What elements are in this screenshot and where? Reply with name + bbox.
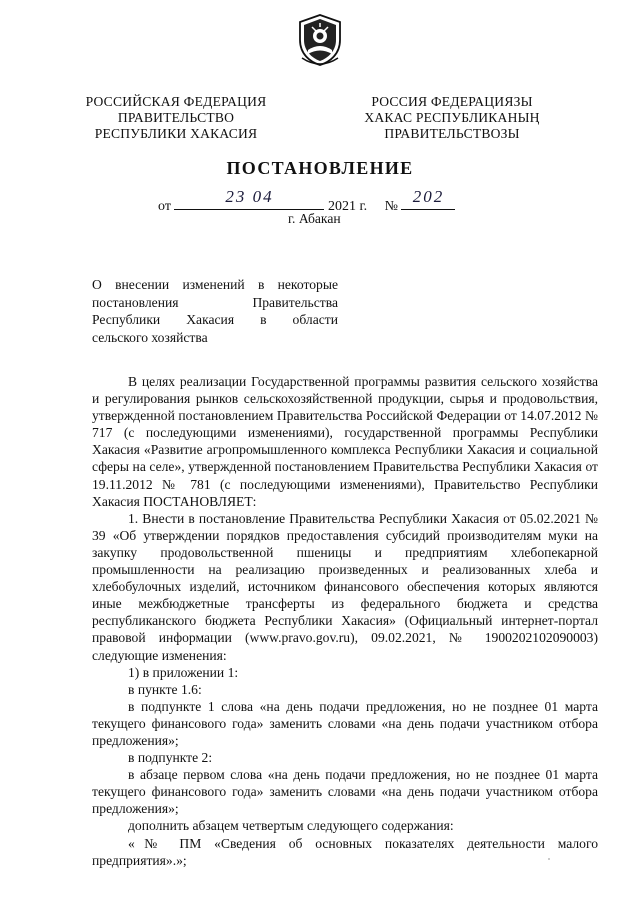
handwritten-number: 202 (412, 187, 445, 206)
subject-line: О внесении изменений в некоторые (92, 277, 338, 292)
body-paragraph: в абзаце первом слова «на день подачи предложения, но не позднее 01 марта текущего финансового года» заменить словами «на день подачи участником отбора предложения»; (92, 767, 598, 817)
scan-speck (548, 858, 550, 860)
body-paragraph: В целях реализации Государственной программы развития сельского хозяйства и регулирования рынков сельскохозяйственной продукции, сырья и продовольствия, утвержденной постановлением Правительства Российской Федерации от 14.07.2012 № 717 (с последующими изменениями), государственной программы Республики Хакасия «Развитие агропромышленного комплекса Республики Хакасия и социальной сферы на селе», утвержденной постановлением Правительства Республики Хакасия от 19.11.2012 № 781 (с последующими изменениями), Правительство Республики Хакасия ПОСТАНОВЛЯЕТ: (92, 374, 598, 509)
city-name: г. Абакан (288, 211, 341, 226)
body-paragraph: 1. Внести в постановление Правительства Республики Хакасия от 05.02.2021 № 39 «Об утверждении порядков предоставления субсидий производителям муки на закупку продовольственной пшеницы и предприятиям хлебопекарной промышленности на реализацию произведенных и реализованных хлеба и хлебобулочных изделий, источником финансового обеспечения которых являются иные межбюджетные трансферты из федерального бюджета и средства республиканского бюджета Республики Хакасия» (Официальный интернет-портал правовой информации (www.pravo.gov.ru), 09.02.2021, № 1900202102090003) следующие изменения: (92, 510, 598, 663)
header-right-block (352, 94, 552, 142)
header-right-line: РОССИЯ ФЕДЕРАЦИЯЗЫ (371, 94, 533, 109)
subject-line: Республики Хакасия в области (92, 312, 338, 328)
body-paragraph: дополнить абзацем четвертым следующего содержания: (128, 818, 454, 834)
number-slot (401, 187, 455, 210)
header-left-line: РОССИЙСКАЯ ФЕДЕРАЦИЯ (85, 94, 267, 109)
body-paragraph: в подпункте 2: (128, 750, 213, 766)
body-paragraph: «№ ПМ «Сведения об основных показателях деятельности малого предприятия».»; (92, 835, 598, 868)
document-body (92, 373, 598, 869)
header-right-line: ПРАВИТЕЛЬСТВОЗЫ (384, 126, 520, 141)
subject-line: постановления Правительства (92, 294, 338, 310)
subject-line: сельского хозяйства (92, 329, 208, 345)
document-title: ПОСТАНОВЛЕНИЕ (226, 158, 414, 178)
header-left-line: ПРАВИТЕЛЬСТВО (117, 110, 235, 125)
number-sign: № (384, 199, 398, 214)
header-left-line: РЕСПУБЛИКИ ХАКАСИЯ (94, 126, 258, 141)
date-prefix: от (158, 199, 171, 214)
subject-block (92, 276, 338, 346)
body-paragraph: 1) в приложении 1: (128, 664, 239, 680)
year-text: 2021 г. (327, 199, 368, 214)
coat-of-arms-emblem (296, 14, 344, 66)
handwritten-date: 23 04 (225, 187, 274, 206)
body-paragraph: в пункте 1.6: (128, 681, 202, 697)
header-right-line: ХАКАС РЕСПУБЛИКАНЫҢ (364, 110, 540, 125)
date-slot (174, 187, 324, 210)
body-paragraph: в подпункте 1 слова «на день подачи предложения, но не позднее 01 марта текущего финансового года» заменить словами «на день подачи участником отбора предложения»; (92, 698, 598, 748)
header-left-block (76, 94, 276, 142)
